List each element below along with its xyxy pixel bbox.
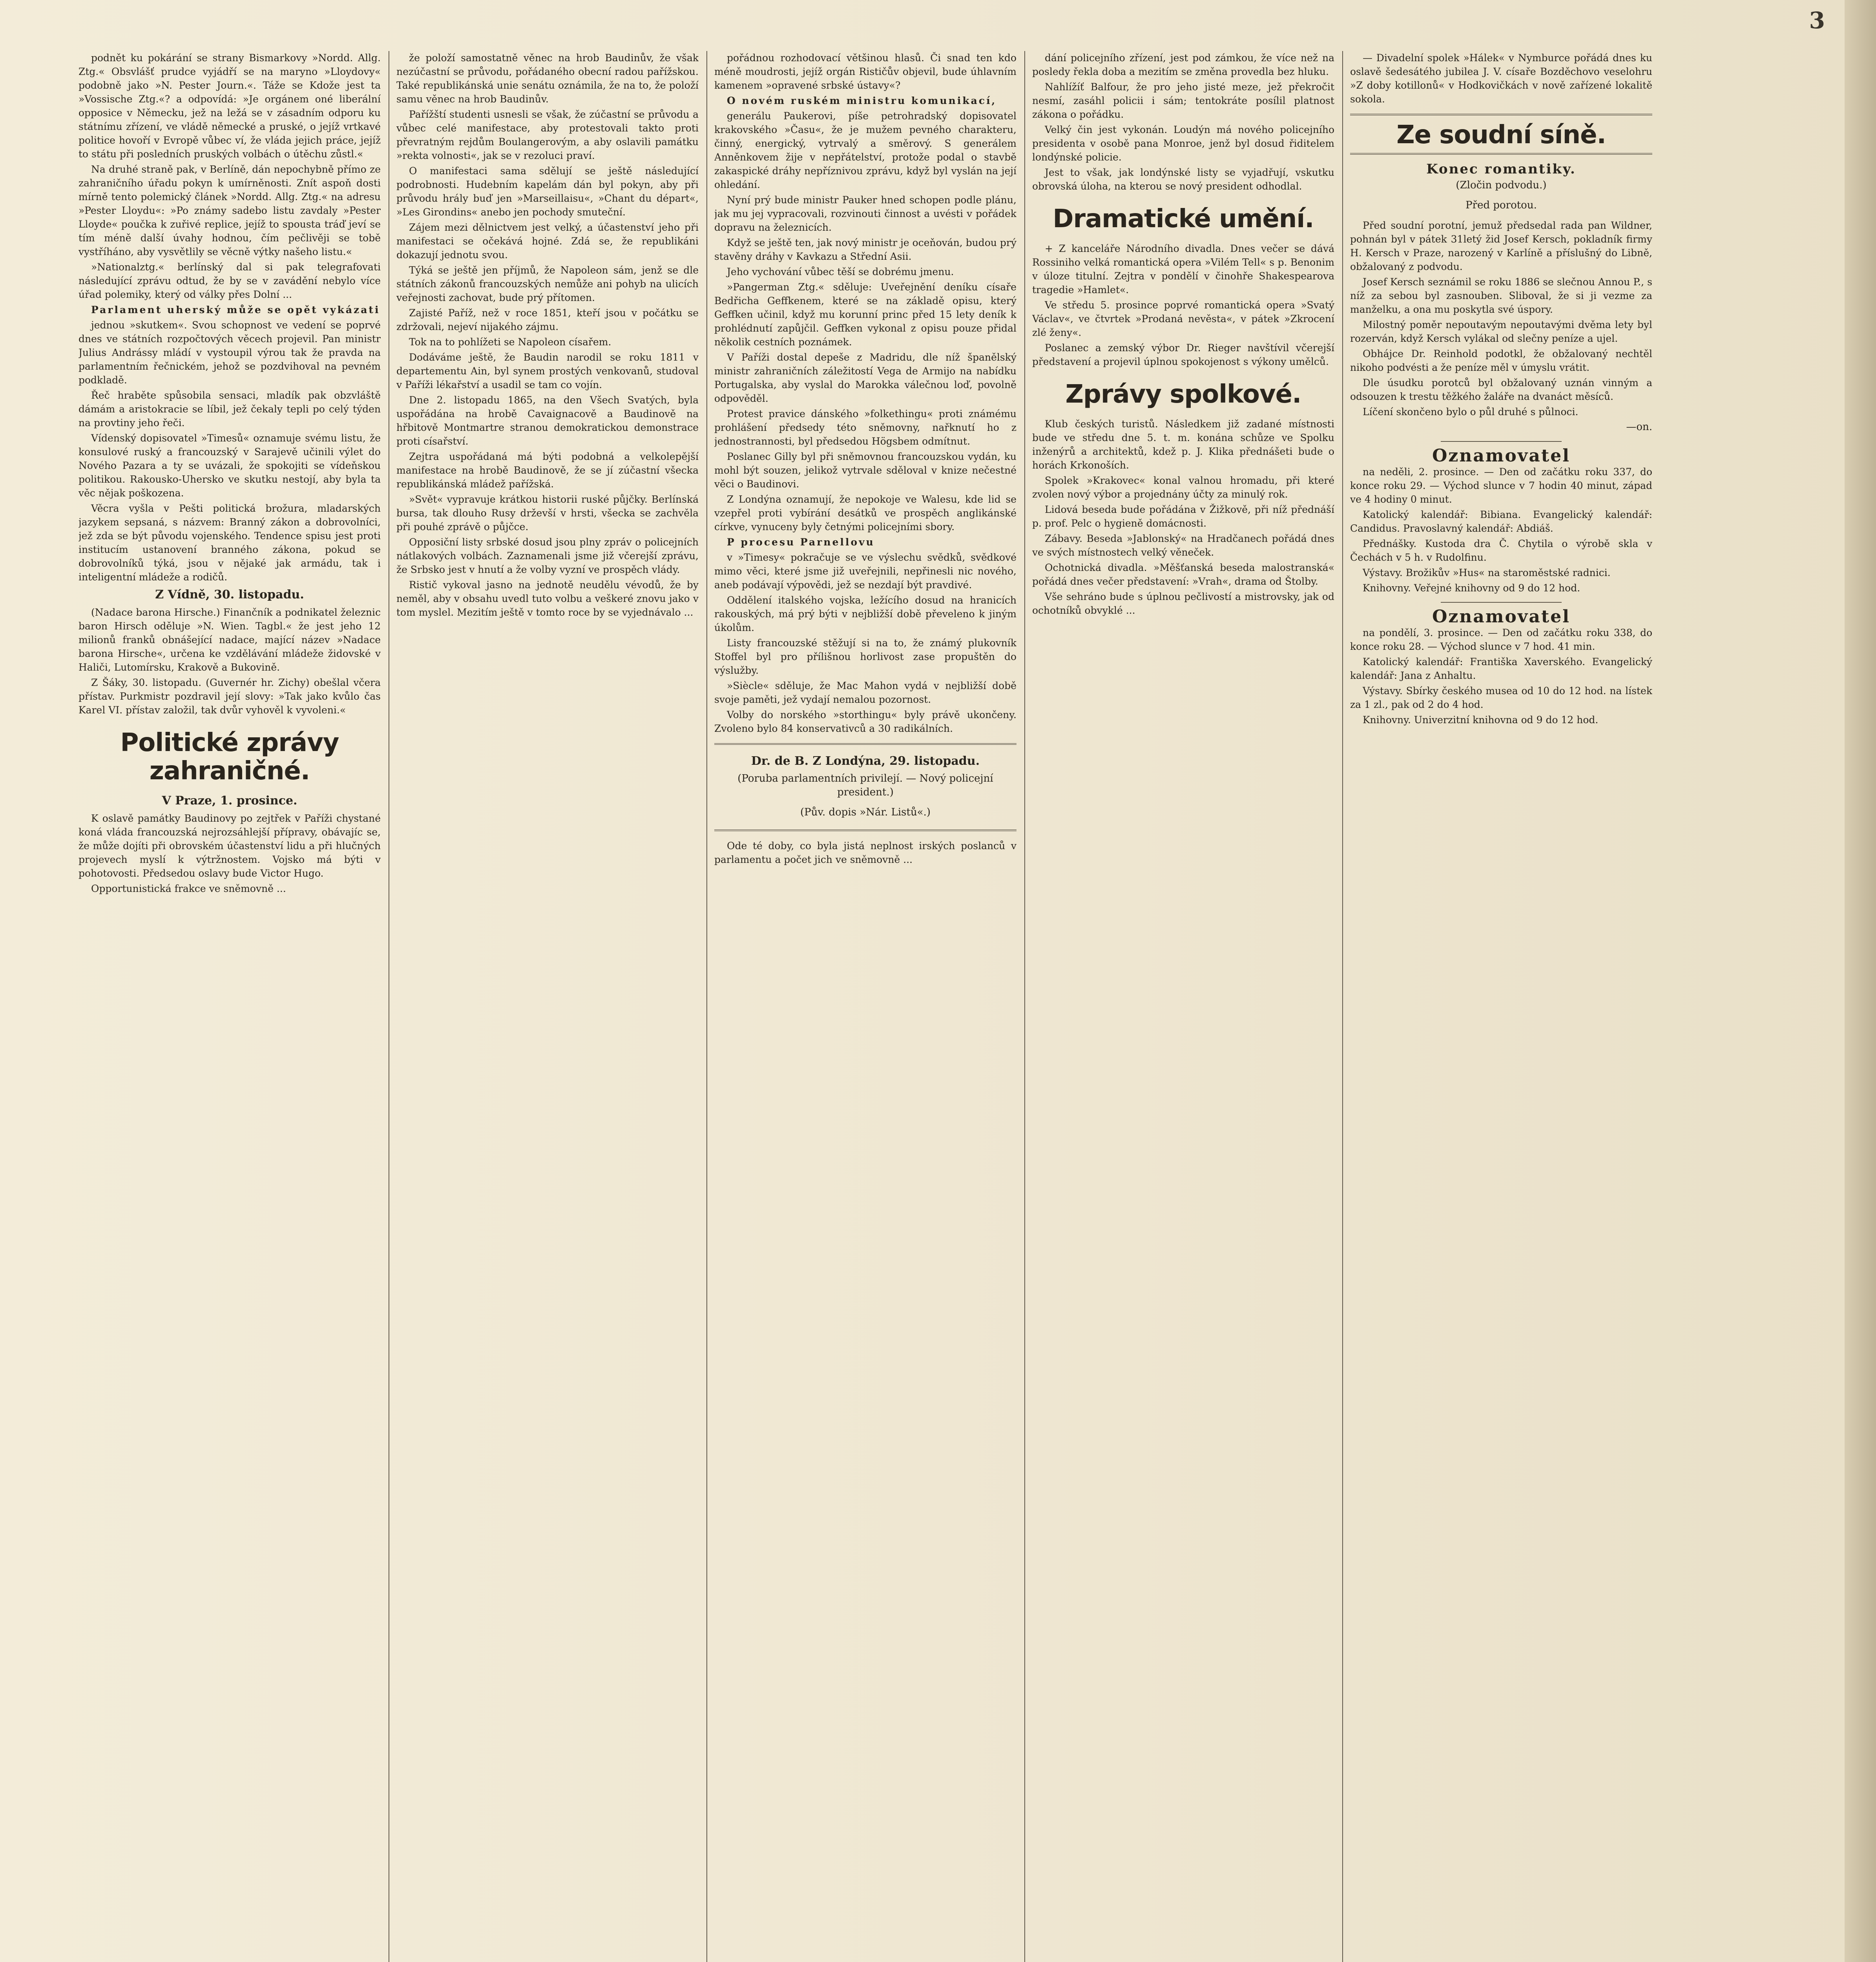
section-title-court: Ze soudní síně.	[1396, 120, 1606, 150]
article-paragraph: Zajisté Paříž, než v roce 1851, kteří jsou v počátku se zdržovali, nejeví nijakého zájmu.	[396, 307, 699, 332]
article-paragraph: Vše sehráno bude s úplnou pečlivostí a mistrovsky, jak od ochotníků obvyklé ...	[1032, 591, 1334, 616]
article-paragraph: Listy francouzské stěžují si na to, že známý plukovník Stoffel byl pro přílišnou horlivost zase propuštěn do výslužby.	[714, 637, 1016, 676]
section-title-announcer: Oznamovatel	[1432, 607, 1570, 627]
article-paragraph: Před soudní porotní, jemuž předsedal rada pan Wildner, pohnán byl v pátek 31letý žid Josef Kersch, pokladník firmy H. Kersch v Praze, narozený v Karlíně a příslušný do Libně, obžalovaný z podvodu.	[1350, 220, 1652, 272]
article-paragraph: Katolický kalendář: Bibiana. Evangelický kalendář: Candidus. Pravoslavný kalendář: Abdiáš.	[1350, 509, 1652, 534]
section-title-societies: Zprávy spolkové.	[1065, 380, 1301, 409]
column-1	[78, 51, 381, 1962]
column-rule	[1342, 51, 1343, 1962]
article-paragraph: v »Timesy« pokračuje se ve výslechu svědků, svědkové mimo věci, které jsme již uveřejnili, nepřinesli nic nového, aneb podávají výpovědi, jež se nezdají být pravdivé.	[714, 552, 1016, 591]
section-title-announcer: Oznamovatel	[1432, 446, 1570, 466]
article-paragraph: Pařížští studenti usnesli se však, že zúčastní se průvodu a vůbec celé manifestace, aby protestovali takto proti převratným rejdům Boulangerovým, a aby oslavili památku »rekta volnosti«, jak se v rezoluci praví.	[396, 109, 699, 161]
correspondence-header	[714, 743, 1016, 831]
column-5	[1350, 51, 1652, 1962]
column-rule	[706, 51, 707, 1962]
dateline: Dr. de B. Z Londýna, 29. listopadu.	[751, 754, 980, 768]
article-paragraph: Zájem mezi dělnictvem jest velký, a účastenství jeho při manifestaci se očekává hojné. Zdá se, že republikáni dokazují jednotu svou.	[396, 222, 699, 261]
column-2	[396, 51, 699, 1962]
article-paragraph: Dne 2. listopadu 1865, na den Všech Svatých, byla uspořádána na hrobě Cavaignacově a Baudinově na hřbitově Montmartre stranou demokratickou demonstrace proti císařství.	[396, 394, 699, 447]
article-paragraph: Milostný poměr nepoutavým nepoutavými dvěma lety byl rozerván, když Kersch vylákal od slečny peníze a ujel.	[1350, 319, 1652, 344]
article-paragraph: — Divadelní spolek »Hálek« v Nymburce pořádá dnes ku oslavě šedesátého jubilea J. V. císaře Bozděchovo veselohru »Z doby kotillonů« v Hodkovičkách v nově zařízené lokalitě sokola.	[1350, 52, 1652, 105]
article-paragraph: Dle úsudku porotců byl obžalovaný uznán vinným a odsouzen k trestu těžkého žaláře na dvanáct měsíců.	[1350, 377, 1652, 402]
article-paragraph: Věcra vyšla v Pešti politická brožura, mladarských jazykem sepsaná, s názvem: Branný zákon a dobrovolníci, jež zda se být původu vojenského. Tendence spisu jest proti institucím ustanovení branného zákona, pokud se dobrovolníků týká, jsou v nějaké jak armádu, tak i inteligentní mládeže a rodičů.	[78, 503, 381, 583]
article-paragraph: Jest to však, jak londýnské listy se vyjadřují, vskutku obrovská úloha, na kterou se nový president odhodlal.	[1032, 167, 1334, 192]
divider	[1441, 441, 1562, 442]
article-paragraph: K oslavě památky Baudinovy po zejtřek v Paříži chystané koná vláda francouzská nejrozsáhlejší přípravy, obávajíc se, že může dojíti při obrovském účastenství lidu a při hlučných projevech myslí k výtržnostem. Vojsko má býti v pohotovosti. Předsedou oslavy bude Victor Hugo.	[78, 813, 381, 879]
article-paragraph: »Svět« vypravuje krátkou historii ruské půjčky. Berlínská bursa, tak dlouho Rusy drževší v hrsti, všecka se zachvěla při pouhé zprávě o půjčce.	[396, 494, 699, 532]
article-paragraph: generálu Paukerovi, píše petrohradský dopisovatel krakovského »Času«, že je mužem pevného charakteru, činný, energický, vytrvalý a směrový. S generálem Anněnkovem žije v nepřátelství, protože podal o stavbě zakaspické dráhy nepříznivou zprávu, když byl vyslán na její ohledání.	[714, 110, 1016, 190]
article-paragraph: Řeč hraběte spůsobila sensaci, mladík pak obzvláště dámám a aristokracie se líbil, jež čekaly tepli po celý týden na provtiny jeho řeči.	[78, 390, 381, 429]
article-paragraph: na neděli, 2. prosince. — Den od začátku roku 337, do konce roku 29. — Východ slunce v 7 hodin 40 minut, západ ve 4 hodiny 0 minut.	[1350, 466, 1652, 505]
article-paragraph: Tok na to pohlížeti se Napoleon císařem.	[409, 336, 611, 348]
article-paragraph: Když se ještě ten, jak nový ministr je oceňován, budou prý stavěny dráhy v Kavkazu a Střední Asii.	[714, 237, 1016, 262]
article-paragraph: Spolek »Krakovec« konal valnou hromadu, při které zvolen nový výbor a projednány účty za minulý rok.	[1032, 475, 1334, 500]
article-paragraph: Nahlížíť Balfour, že pro jeho jisté meze, jež překročit nesmí, zasáhl policii i sám; tentokráte posílil platnost zákona o pořádku.	[1032, 81, 1334, 120]
article-byline: Před porotou.	[1465, 199, 1537, 211]
article-paragraph: Ochotnická divadla. »Měšťanská beseda malostranská« pořádá dnes večer představení: »Vrah«, drama od Štolby.	[1032, 562, 1334, 587]
page-fold-shadow	[1845, 0, 1876, 1962]
article-paragraph: Týká se ještě jen příjmů, že Napoleon sám, jenž se dle státních zákonů francouzských nemůže ani pohyb na ulicích veřejnosti zachovat, bude prý přítomen.	[396, 264, 699, 303]
article-paragraph: Obhájce Dr. Reinhold podotkl, že obžalovaný nechtěl nikoho podvésti a že peníze měl v úmyslu vrátit.	[1350, 348, 1652, 373]
divider	[1441, 602, 1562, 603]
article-paragraph: »Siècle« sděluje, že Mac Mahon vydá v nejbližší době svoje paměti, jež vydají nemalou pozornost.	[714, 680, 1016, 705]
article-paragraph: Knihovny. Veřejné knihovny od 9 do 12 hod.	[1363, 582, 1580, 594]
article-paragraph: Poslanec a zemský výbor Dr. Rieger navštívil včerejší představení a projevil úplnou spokojenost s výkony umělců.	[1032, 342, 1334, 367]
article-paragraph: podnět ku pokárání se strany Bismarkovy »Nordd. Allg. Ztg.« Obsvlášť prudce vyjádří se na maryno »Lloydovy« podobně jako »N. Pester Journ.«. Táže se Kdože jest ta »Vossische Ztg.«? a odpovídá: »Je orgánem oné liberální opposice v Německu, jež na ležá se v zásadním odporu ku státnímu zřízení, ve vládě německé a pruské, o jejíž vrtkavé politice hovoří v Evropě vůbec ví, že vláda jejich práce, jejíž to státu při posledních pruských volbách o útěchu zůstl.«	[78, 52, 381, 160]
article-title: O novém ruském ministru komunikací,	[727, 95, 997, 106]
dateline: Z Vídně, 30. listopadu.	[155, 588, 304, 602]
article-paragraph: Ode té doby, co byla jistá neplnost irských poslanců v parlamentu a počet jich ve sněmovně ...	[714, 840, 1016, 865]
article-paragraph: Oddělení italského vojska, ležícího dosud na hranicích rakouských, má prý býti v nejbližší době převeleno k jiným úkolům.	[714, 594, 1016, 633]
article-title: Parlament uherský může se opět vykázati	[91, 304, 380, 315]
article-paragraph: Volby do norského »storthingu« byly právě ukončeny. Zvoleno bylo 84 konservativců a 30 radikálních.	[714, 709, 1016, 734]
article-paragraph: dání policejního zřízení, jest pod zámkou, že více než na posledy řekla doba a mezitím se změna provedla bez hluku.	[1032, 52, 1334, 77]
signature: —on.	[1626, 421, 1652, 433]
article-paragraph: »Pangerman Ztg.« sděluje: Uveřejnění deníku císaře Bedřicha Geffkenem, které se na základě opisu, který Geffken učinil, když mu korunní princ před 15 lety deník k prohlédnutí zapůjčil. Geffken vykonal z opisu pouze přidal několik cestních poznámek.	[714, 281, 1016, 348]
article-title: P procesu Parnellovu	[727, 536, 875, 548]
article-paragraph: Nyní prý bude ministr Pauker hned schopen podle plánu, jak mu jej vypracovali, rozvinouti činnost a uvésti v pořádek dopravu na železnicích.	[714, 194, 1016, 233]
article-paragraph: Líčení skončeno bylo o půl druhé s půlnoci.	[1363, 406, 1579, 418]
article-paragraph: Výstavy. Brožikův »Hus« na staroměstské radnici.	[1363, 567, 1611, 578]
article-paragraph: Lidová beseda bude pořádána v Žižkově, při níž přednáší p. prof. Pelc o hygieně domácnosti.	[1032, 504, 1334, 529]
article-byline: (Zločin podvodu.)	[1456, 179, 1547, 191]
column-rule	[1024, 51, 1025, 1962]
subtitle: (Poruba parlamentních privilejí. — Nový policejní president.)	[737, 773, 993, 798]
column-4	[1032, 51, 1334, 1962]
article-paragraph: Z Londýna oznamují, že nepokoje ve Walesu, kde lid se vzepřel proti vybírání desátků ve prospěch anglikánské církve, vynuceny byly četnými policejními sbory.	[714, 494, 1016, 532]
court-section-header	[1350, 114, 1652, 155]
article-paragraph: + Z kanceláře Národního divadla. Dnes večer se dává Rossiniho velká romantická opera »Vilém Tell« s p. Benonim v úloze titulní. Zejtra v pondělí v činohře Shakespearova tragedie »Hamlet«.	[1032, 243, 1334, 295]
article-paragraph: Výstavy. Sbírky českého musea od 10 do 12 hod. na lístek za 1 zl., pak od 2 do 4 hod.	[1350, 685, 1652, 710]
article-paragraph: na pondělí, 3. prosince. — Den od začátku roku 338, do konce roku 28. — Východ slunce v 7 hod. 41 min.	[1350, 627, 1652, 652]
article-paragraph: Dodáváme ještě, že Baudin narodil se roku 1811 v departementu Ain, byl synem prostých venkovanů, studoval v Paříži lékařství a usadil se tam co vojín.	[396, 352, 699, 390]
article-subhead: Konec romantiky.	[1426, 161, 1576, 177]
article-paragraph: Velký čin jest vykonán. Loudýn má nového policejního presidenta v osobě pana Monroe, jenž byl dosud řiditelem londýnské policie.	[1032, 124, 1334, 163]
section-title-theatre: Dramatické umění.	[1053, 204, 1314, 233]
section-title-politics: Politické zprávy zahraničné.	[120, 728, 339, 786]
article-paragraph: V Paříži dostal depeše z Madridu, dle níž španělský ministr zahraničních záležitostí Vega de Armijo na nabídku Portugalska, aby vyslal do Marokka válečnou loď, povolně odpověděl.	[714, 352, 1016, 404]
article-paragraph: že položí samostatně věnec na hrob Baudinův, že však nezúčastní se průvodu, pořádaného obecní radou pařížskou. Také republikánská unie senátu oznámila, že na to, že položí samu věnec na hrob Baudinův.	[396, 52, 699, 105]
article-paragraph: Opposiční listy srbské dosud jsou plny zpráv o policejních nátlakových volbách. Zaznamenali jsme již včerejší zprávu, že Srbsko jest v hnutí a že volby vyzní ve prospěch vlády.	[396, 536, 699, 575]
article-paragraph: Ristič vykoval jasno na jednotě neudělu vévodů, že by neměl, aby v obsahu uvedl tuto volbu a veškeré znovu jako v tom myslel. Mezitím ještě v tomto roce by se vyjednávalo ...	[396, 579, 699, 618]
article-paragraph: Vídenský dopisovatel »Timesů« oznamuje svému listu, že konsulové ruský a francouzský v Sarajevě učinili výlet do Nového Pazara a ty se uvázali, že spokojiti se vídeňskou politikou. Rakousko-Uhersko ve skutku nestojí, aby byla ta věc nějak poškozena.	[78, 432, 381, 499]
article-paragraph: Přednášky. Kustoda dra Č. Chytila o výrobě skla v Čechách v 5 h. v Rudolfinu.	[1350, 538, 1652, 563]
page-number: 3	[1809, 7, 1825, 34]
article-paragraph: Zábavy. Beseda »Jablonský« na Hradčanech pořádá dnes ve svých místnostech velký věneček.	[1032, 533, 1334, 558]
article-paragraph: Knihovny. Univerzitní knihovna od 9 do 12 hod.	[1363, 714, 1599, 726]
article-paragraph: pořádnou rozhodovací většinou hlasů. Či snad ten kdo méně moudrosti, jejíž orgán Rističův objevil, bude úhlavním kamenem »opravené srbské ústavy«?	[714, 52, 1016, 91]
article-paragraph: Poslanec Gilly byl při sněmovnou francouzskou vydán, ku mohl být souzen, jelikož vytrvale sděloval v knize nečestné věci o Baudinovi.	[714, 451, 1016, 490]
article-paragraph: Opportunistická frakce ve sněmovně ...	[91, 883, 286, 894]
article-paragraph: Klub českých turistů. Následkem již zadané místnosti bude ve středu dne 5. t. m. konána schůze ve Spolku inženýrů a architektů, kdež p. J. Klika přednášeti bude o horách Krkonoších.	[1032, 418, 1334, 471]
article-paragraph: Protest pravice dánského »folkethingu« proti známému prohlášení předsedy této sněmovny, nařknutí ho z jednostrannosti, byl předsedou Högsbem odmítnut.	[714, 408, 1016, 447]
article-paragraph: Josef Kersch seznámil se roku 1886 se slečnou Annou P., s níž za sebou byl zasnouben. Sliboval, že si ji vezme za manželku, a ona mu poskytla své úspory.	[1350, 276, 1652, 315]
article-paragraph: Z Šáky, 30. listopadu. (Guvernér hr. Zichy) obešlal včera přístav. Purkmistr pozdravil její slovy: »Tak jako kvůlo čas Karel VI. přístav založil, tak dvůr vyhověl k vyvoleni.«	[78, 677, 381, 716]
article-paragraph: Katolický kalendář: Františka Xaverského. Evangelický kalendář: Jana z Anhaltu.	[1350, 656, 1652, 681]
article-paragraph: jednou »skutkem«. Svou schopnost ve vedení se poprvé dnes ve státních rozpočtových věcech projevil. Pan ministr Julius Andrássy mládí v vystoupil výrou tak že pravda na parlamentním řečnickém, jehož se pozdvihoval na pevném podkladě.	[78, 319, 381, 386]
column-3	[714, 51, 1016, 1962]
article-paragraph: Zejtra uspořádaná má býti podobná a velkolepější manifestace na hrobě Baudinově, že se jí zúčastní všecka republikánská mládež pařížská.	[396, 451, 699, 490]
article-paragraph: Na druhé straně pak, v Berlíně, dán nepochybně přímo ze zahraničního úřadu pokyn k umírněnosti. Znít aspoň dosti mírně tento polemický článek »Nordd. Allg. Ztg.« na adresu »Pester Lloydu«: »Po známy sadebo listu zavdaly »Pester Lloyde« poučka k zuřivé replice, jejíž to spousta tráď jeví se tím méně další úvahy hodnou, čím pečlivěji se tobě vystříháno, aby vysvětlily se věcně výtky našeho listu.«	[78, 164, 381, 257]
article-paragraph: O manifestaci sama sdělují se ještě následující podrobnosti. Hudebním kapelám dán byl pokyn, aby při průvodu hrály buď jen »Marseillaisu«, »Chant du départ«, »Les Girondins« anebo jen pochody smuteční.	[396, 165, 699, 218]
article-paragraph: »Nationalztg.« berlínský dal si pak telegrafovati následující zprávu odtud, že by se v zavádění nebylo více úřad polemiky, který od války přes Dolní ...	[78, 261, 381, 300]
byline: (Pův. dopis »Nár. Listů«.)	[800, 806, 931, 818]
dateline: V Praze, 1. prosince.	[162, 794, 297, 808]
article-paragraph: Jeho vychování vůbec těší se dobrému jmenu.	[727, 266, 954, 277]
article-paragraph: (Nadace barona Hirsche.) Finančník a podnikatel železnic baron Hirsch oděluje »N. Wien. Tagbl.« že jest jeho 12 milionů franků obnášející nadace, mající název »Nadace barona Hirsche«, určena ke vzdělávání mládeže židovské v Haliči, Lutomírsku, Krakově a Bukovině.	[78, 607, 381, 673]
article-paragraph: Ve středu 5. prosince poprvé romantická opera »Svatý Václav«, ve čtvrtek »Prodaná nevěsta«, v pátek »Zkrocení zlé ženy«.	[1032, 299, 1334, 338]
